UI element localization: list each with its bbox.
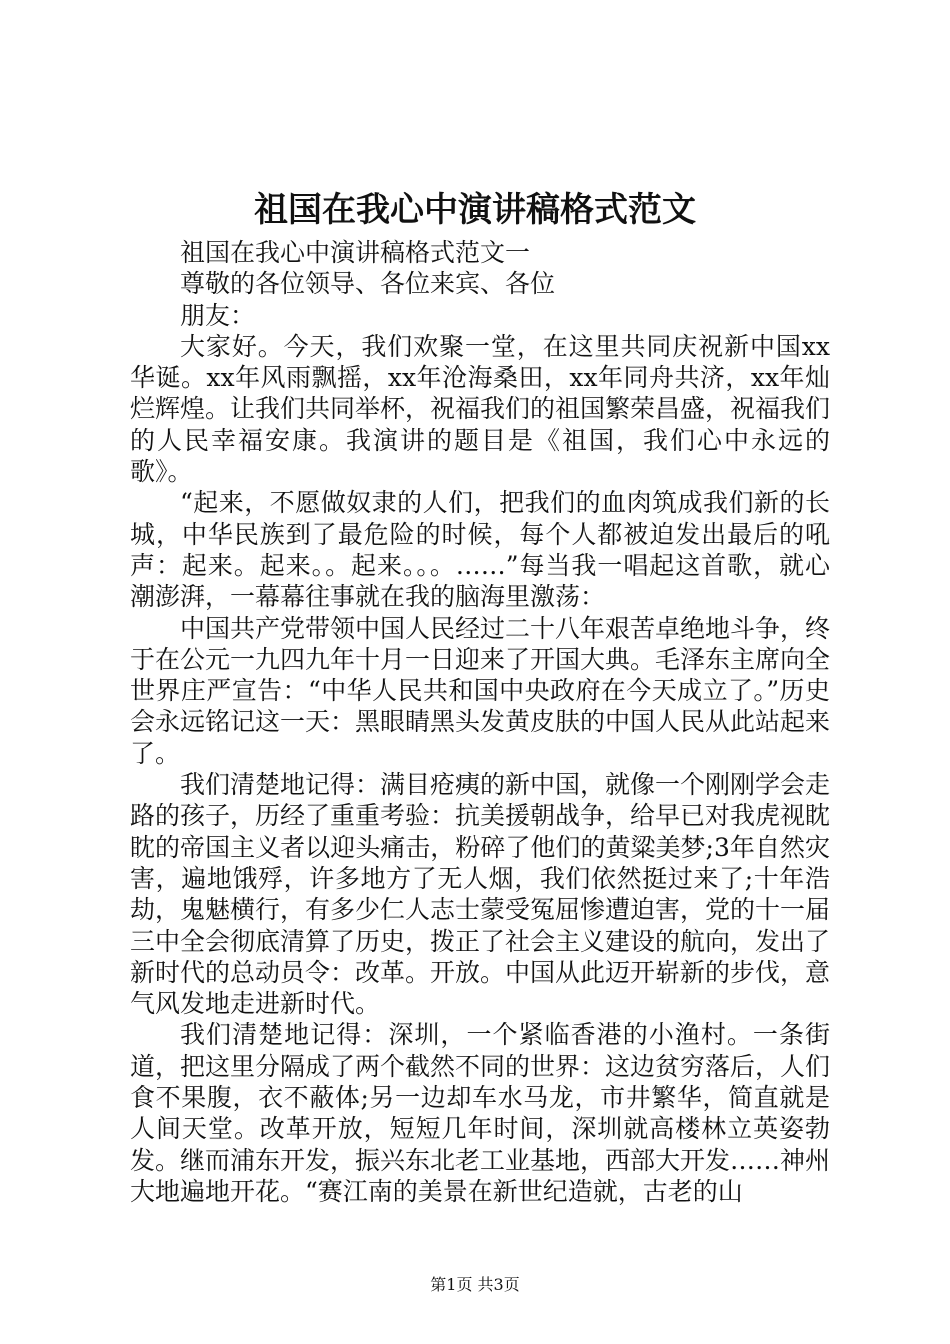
salutation-line: 朋友：	[180, 300, 256, 330]
paragraph: 大家好。今天，我们欢聚一堂，在这里共同庆祝新中国xx华诞。xx年风雨飘摇，xx年沧海桑田，xx年同舟共济，xx年灿烂辉煌。让我们共同举杯，祝福我们的祖国繁荣昌盛，祝福我们的人民幸福安康。我演讲的题目是《祖国，我们心中永远的歌》。	[130, 331, 831, 487]
paragraph: 我们清楚地记得：满目疮痍的新中国，就像一个刚刚学会走路的孩子，历经了重重考验：抗美援朝战争，给早已对我虎视眈眈的帝国主义者以迎头痛击，粉碎了他们的黄粱美梦;3年自然灾害，遍地饿殍，许多地方了无人烟，我们依然挺过来了;十年浩劫，鬼魅横行，有多少仁人志士蒙受冤屈惨遭迫害，党的十一届三中全会彻底清算了历史，拨正了社会主义建设的航向，发出了新时代的总动员令：改革。开放。中国从此迈开崭新的步伐，意气风发地走进新时代。	[130, 770, 831, 1019]
document-title: 祖国在我心中演讲稿格式范文	[254, 190, 696, 230]
document-body	[130, 237, 830, 1207]
paragraph: 中国共产党带领中国人民经过二十八年艰苦卓绝地斗争，终于在公元一九四九年十月一日迎来了开国大典。毛泽东主席向全世界庄严宣告：“中华人民共和国中央政府在今天成立了。”历史会永远铭记这一天：黑眼睛黑头发黄皮肤的中国人民从此站起来了。	[130, 613, 831, 768]
paragraph: 我们清楚地记得：深圳，一个紧临香港的小渔村。一条街道，把这里分隔成了两个截然不同的世界：这边贫穷落后，人们食不果腹，衣不蔽体;另一边却车水马龙，市井繁华，简直就是人间天堂。改革开放，短短几年时间，深圳就高楼林立英姿勃发。继而浦东开发，振兴东北老工业基地，西部大开发……神州大地遍地开花。“赛江南的美景在新世纪造就，古老的山	[130, 1020, 831, 1206]
salutation-line: 尊敬的各位领导、各位来宾、各位	[180, 269, 556, 299]
page-number: 第1页 共3页	[430, 1275, 520, 1294]
paragraph: “起来，不愿做奴隶的人们，把我们的血肉筑成我们新的长城，中华民族到了最危险的时候，每个人都被迫发出最后的吼声：起来。起来。。起来。。。……”每当我一唱起这首歌，就心潮澎湃，一幕幕往事就在我的脑海里激荡：	[130, 488, 830, 612]
subtitle-line: 祖国在我心中演讲稿格式范文一	[180, 238, 531, 267]
